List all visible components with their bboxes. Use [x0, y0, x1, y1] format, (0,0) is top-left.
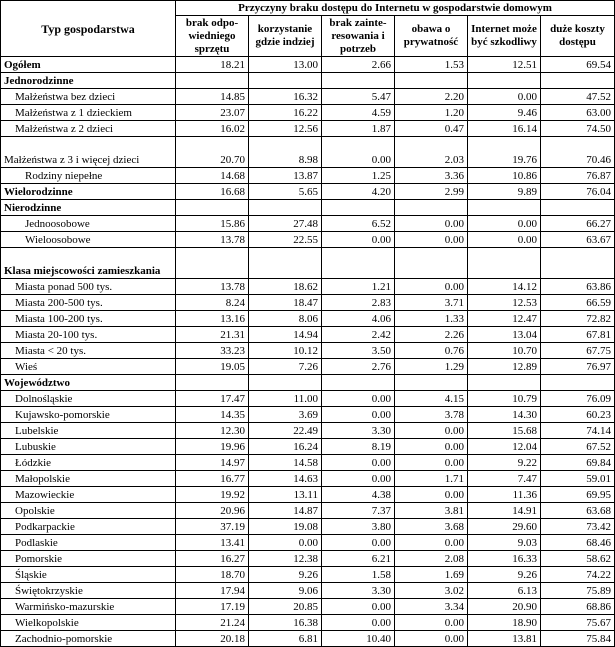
row-label: Warmińsko-mazurskie	[1, 599, 176, 615]
value-cell: 16.32	[249, 89, 322, 105]
value-cell: 9.03	[468, 535, 541, 551]
value-cell: 13.78	[176, 279, 249, 295]
value-cell: 20.18	[176, 631, 249, 647]
value-cell: 17.47	[176, 391, 249, 407]
value-cell: 21.24	[176, 615, 249, 631]
value-cell: 76.87	[541, 168, 615, 184]
value-cell: 8.06	[249, 311, 322, 327]
value-cell: 8.19	[322, 439, 395, 455]
value-cell: 18.62	[249, 279, 322, 295]
value-cell: 7.26	[249, 359, 322, 375]
value-cell: 0.00	[395, 439, 468, 455]
value-cell: 2.83	[322, 295, 395, 311]
table-row	[1, 583, 615, 599]
value-cell: 75.67	[541, 615, 615, 631]
value-cell: 16.33	[468, 551, 541, 567]
table-row	[1, 184, 615, 200]
value-cell: 21.31	[176, 327, 249, 343]
row-label: Wielorodzinne	[1, 184, 176, 200]
value-cell: 17.94	[176, 583, 249, 599]
value-cell: 19.76	[468, 137, 541, 168]
row-label: Łódzkie	[1, 455, 176, 471]
value-cell: 70.46	[541, 137, 615, 168]
row-label: Kujawsko-pomorskie	[1, 407, 176, 423]
value-cell	[249, 200, 322, 216]
row-label: Małopolskie	[1, 471, 176, 487]
value-cell	[541, 375, 615, 391]
value-cell: 13.00	[249, 57, 322, 73]
value-cell: 9.26	[249, 567, 322, 583]
row-label: Mazowieckie	[1, 487, 176, 503]
value-cell: 0.00	[468, 216, 541, 232]
value-cell: 13.78	[176, 232, 249, 248]
table-row	[1, 487, 615, 503]
table-row	[1, 57, 615, 73]
row-label: Opolskie	[1, 503, 176, 519]
value-cell	[322, 200, 395, 216]
value-cell	[249, 248, 322, 279]
value-cell: 16.22	[249, 105, 322, 121]
value-cell	[468, 73, 541, 89]
value-cell: 19.05	[176, 359, 249, 375]
value-cell	[176, 248, 249, 279]
table-row	[1, 279, 615, 295]
value-cell: 13.04	[468, 327, 541, 343]
row-label: Miasta 100-200 tys.	[1, 311, 176, 327]
value-cell: 14.12	[468, 279, 541, 295]
value-cell: 3.30	[322, 423, 395, 439]
value-cell: 0.47	[395, 121, 468, 137]
value-cell: 0.00	[322, 407, 395, 423]
table-row	[1, 359, 615, 375]
value-cell: 12.56	[249, 121, 322, 137]
row-label: Świętokrzyskie	[1, 583, 176, 599]
value-cell: 3.78	[395, 407, 468, 423]
value-cell: 6.81	[249, 631, 322, 647]
value-cell: 0.00	[322, 391, 395, 407]
value-cell	[541, 200, 615, 216]
row-label: Rodziny niepełne	[1, 168, 176, 184]
value-cell: 2.20	[395, 89, 468, 105]
value-cell: 74.22	[541, 567, 615, 583]
value-cell: 4.06	[322, 311, 395, 327]
value-cell: 3.68	[395, 519, 468, 535]
value-cell: 2.08	[395, 551, 468, 567]
value-cell: 63.67	[541, 232, 615, 248]
value-cell: 1.20	[395, 105, 468, 121]
row-label: Lubelskie	[1, 423, 176, 439]
value-cell: 18.90	[468, 615, 541, 631]
value-cell	[322, 73, 395, 89]
row-label: Klasa miejscowości zamieszkania	[1, 248, 176, 279]
value-cell: 0.00	[249, 535, 322, 551]
value-cell: 1.58	[322, 567, 395, 583]
value-cell: 4.15	[395, 391, 468, 407]
value-cell: 75.89	[541, 583, 615, 599]
table-row	[1, 567, 615, 583]
table-row	[1, 327, 615, 343]
table-row	[1, 407, 615, 423]
value-cell: 1.21	[322, 279, 395, 295]
value-cell: 14.30	[468, 407, 541, 423]
value-cell: 13.41	[176, 535, 249, 551]
value-cell: 3.69	[249, 407, 322, 423]
value-cell: 37.19	[176, 519, 249, 535]
value-cell: 19.92	[176, 487, 249, 503]
group-header: Przyczyny braku dostępu do Internetu w gospodarstwie domowym	[176, 1, 615, 16]
value-cell: 3.02	[395, 583, 468, 599]
value-cell: 17.19	[176, 599, 249, 615]
value-cell: 33.23	[176, 343, 249, 359]
value-cell: 19.08	[249, 519, 322, 535]
row-label: Jednoosobowe	[1, 216, 176, 232]
value-cell: 14.97	[176, 455, 249, 471]
value-cell: 16.68	[176, 184, 249, 200]
row-label: Ogółem	[1, 57, 176, 73]
value-cell: 3.34	[395, 599, 468, 615]
value-cell: 0.00	[322, 615, 395, 631]
value-cell: 18.70	[176, 567, 249, 583]
value-cell: 0.00	[395, 455, 468, 471]
row-label: Wielkopolskie	[1, 615, 176, 631]
row-label: Jednorodzinne	[1, 73, 176, 89]
row-label: Małżeństwa bez dzieci	[1, 89, 176, 105]
table-row	[1, 535, 615, 551]
value-cell: 16.38	[249, 615, 322, 631]
value-cell: 10.40	[322, 631, 395, 647]
value-cell: 67.81	[541, 327, 615, 343]
value-cell: 0.76	[395, 343, 468, 359]
row-label: Małżeństwa z 2 dzieci	[1, 121, 176, 137]
value-cell: 23.07	[176, 105, 249, 121]
value-cell: 20.70	[176, 137, 249, 168]
value-cell: 6.13	[468, 583, 541, 599]
value-cell: 0.00	[395, 615, 468, 631]
row-label: Miasta < 20 tys.	[1, 343, 176, 359]
value-cell: 72.82	[541, 311, 615, 327]
value-cell: 1.71	[395, 471, 468, 487]
value-cell: 1.69	[395, 567, 468, 583]
table-row	[1, 519, 615, 535]
value-cell	[176, 375, 249, 391]
table-row	[1, 89, 615, 105]
value-cell: 0.00	[395, 423, 468, 439]
value-cell	[249, 73, 322, 89]
column-header: brak zainte-resowania i potrzeb	[322, 16, 395, 57]
table-row	[1, 73, 615, 89]
value-cell: 11.36	[468, 487, 541, 503]
value-cell: 69.54	[541, 57, 615, 73]
row-label: Dolnośląskie	[1, 391, 176, 407]
value-cell: 0.00	[322, 232, 395, 248]
value-cell: 18.47	[249, 295, 322, 311]
table-row	[1, 105, 615, 121]
row-label: Miasta 200-500 tys.	[1, 295, 176, 311]
value-cell	[395, 248, 468, 279]
value-cell: 22.55	[249, 232, 322, 248]
value-cell	[249, 375, 322, 391]
value-cell: 12.30	[176, 423, 249, 439]
value-cell: 20.96	[176, 503, 249, 519]
value-cell: 3.50	[322, 343, 395, 359]
row-label: Lubuskie	[1, 439, 176, 455]
value-cell: 5.47	[322, 89, 395, 105]
value-cell: 0.00	[322, 137, 395, 168]
value-cell: 14.91	[468, 503, 541, 519]
value-cell: 69.84	[541, 455, 615, 471]
table-row	[1, 599, 615, 615]
table-row	[1, 391, 615, 407]
value-cell: 66.27	[541, 216, 615, 232]
value-cell: 29.60	[468, 519, 541, 535]
value-cell: 67.75	[541, 343, 615, 359]
value-cell: 63.68	[541, 503, 615, 519]
value-cell: 11.00	[249, 391, 322, 407]
table-row	[1, 200, 615, 216]
value-cell: 9.89	[468, 184, 541, 200]
value-cell: 60.23	[541, 407, 615, 423]
value-cell: 12.51	[468, 57, 541, 73]
value-cell: 0.00	[395, 487, 468, 503]
row-label: Miasta ponad 500 tys.	[1, 279, 176, 295]
value-cell: 74.14	[541, 423, 615, 439]
value-cell: 1.29	[395, 359, 468, 375]
row-label: Miasta 20-100 tys.	[1, 327, 176, 343]
value-cell: 2.26	[395, 327, 468, 343]
value-cell	[395, 73, 468, 89]
value-cell: 9.46	[468, 105, 541, 121]
row-label: Województwo	[1, 375, 176, 391]
value-cell: 10.79	[468, 391, 541, 407]
table-row	[1, 343, 615, 359]
value-cell: 14.68	[176, 168, 249, 184]
value-cell: 0.00	[468, 232, 541, 248]
value-cell: 3.71	[395, 295, 468, 311]
value-cell	[395, 375, 468, 391]
value-cell: 16.24	[249, 439, 322, 455]
value-cell: 9.22	[468, 455, 541, 471]
value-cell: 2.99	[395, 184, 468, 200]
value-cell: 14.58	[249, 455, 322, 471]
value-cell	[176, 73, 249, 89]
value-cell: 16.77	[176, 471, 249, 487]
table-row	[1, 295, 615, 311]
table-row	[1, 311, 615, 327]
value-cell	[176, 200, 249, 216]
value-cell: 4.59	[322, 105, 395, 121]
value-cell: 47.52	[541, 89, 615, 105]
value-cell: 3.80	[322, 519, 395, 535]
value-cell: 20.85	[249, 599, 322, 615]
value-cell: 2.66	[322, 57, 395, 73]
table-row	[1, 375, 615, 391]
value-cell: 76.97	[541, 359, 615, 375]
value-cell: 8.98	[249, 137, 322, 168]
value-cell: 14.63	[249, 471, 322, 487]
value-cell: 6.52	[322, 216, 395, 232]
value-cell	[468, 375, 541, 391]
value-cell: 13.81	[468, 631, 541, 647]
row-label: Wieś	[1, 359, 176, 375]
value-cell: 76.04	[541, 184, 615, 200]
value-cell: 6.21	[322, 551, 395, 567]
value-cell: 14.87	[249, 503, 322, 519]
value-cell: 13.87	[249, 168, 322, 184]
table-row	[1, 631, 615, 647]
value-cell	[322, 375, 395, 391]
row-label: Małżeństwa z 3 i więcej dzieci	[1, 137, 176, 168]
value-cell: 68.86	[541, 599, 615, 615]
value-cell: 66.59	[541, 295, 615, 311]
row-label: Wieloosobowe	[1, 232, 176, 248]
value-cell: 20.90	[468, 599, 541, 615]
value-cell: 0.00	[395, 232, 468, 248]
value-cell: 3.81	[395, 503, 468, 519]
value-cell: 12.47	[468, 311, 541, 327]
column-header: Internet może być szkodliwy	[468, 16, 541, 57]
value-cell	[395, 200, 468, 216]
value-cell: 12.53	[468, 295, 541, 311]
type-header: Typ gospodarstwa	[1, 1, 176, 57]
value-cell	[541, 248, 615, 279]
table-row	[1, 455, 615, 471]
value-cell: 3.30	[322, 583, 395, 599]
value-cell: 0.00	[322, 535, 395, 551]
value-cell: 68.46	[541, 535, 615, 551]
table-row	[1, 121, 615, 137]
table-row	[1, 439, 615, 455]
value-cell: 59.01	[541, 471, 615, 487]
value-cell: 9.06	[249, 583, 322, 599]
table-row	[1, 216, 615, 232]
value-cell: 8.24	[176, 295, 249, 311]
table-row	[1, 423, 615, 439]
value-cell: 19.96	[176, 439, 249, 455]
column-header: obawa o prywatność	[395, 16, 468, 57]
value-cell: 3.36	[395, 168, 468, 184]
value-cell: 63.00	[541, 105, 615, 121]
value-cell	[468, 200, 541, 216]
value-cell: 0.00	[322, 455, 395, 471]
value-cell: 2.76	[322, 359, 395, 375]
row-label: Śląskie	[1, 567, 176, 583]
value-cell: 1.53	[395, 57, 468, 73]
value-cell: 12.04	[468, 439, 541, 455]
value-cell: 14.94	[249, 327, 322, 343]
value-cell: 0.00	[395, 535, 468, 551]
table-row	[1, 168, 615, 184]
value-cell: 10.70	[468, 343, 541, 359]
value-cell: 67.52	[541, 439, 615, 455]
value-cell: 12.89	[468, 359, 541, 375]
row-label: Zachodnio-pomorskie	[1, 631, 176, 647]
value-cell: 2.03	[395, 137, 468, 168]
value-cell: 16.02	[176, 121, 249, 137]
table-row	[1, 232, 615, 248]
column-header: brak odpo-wiedniego sprzętu	[176, 16, 249, 57]
value-cell: 75.84	[541, 631, 615, 647]
row-label: Podkarpackie	[1, 519, 176, 535]
table-row	[1, 503, 615, 519]
value-cell: 15.86	[176, 216, 249, 232]
value-cell: 0.00	[322, 599, 395, 615]
value-cell: 15.68	[468, 423, 541, 439]
row-label: Podlaskie	[1, 535, 176, 551]
value-cell	[322, 248, 395, 279]
value-cell: 76.09	[541, 391, 615, 407]
value-cell: 4.38	[322, 487, 395, 503]
value-cell	[541, 73, 615, 89]
value-cell: 13.16	[176, 311, 249, 327]
table-row	[1, 137, 615, 168]
value-cell: 16.14	[468, 121, 541, 137]
value-cell: 2.42	[322, 327, 395, 343]
value-cell: 7.47	[468, 471, 541, 487]
value-cell: 13.11	[249, 487, 322, 503]
value-cell: 1.25	[322, 168, 395, 184]
value-cell: 0.00	[322, 471, 395, 487]
value-cell: 69.95	[541, 487, 615, 503]
value-cell: 22.49	[249, 423, 322, 439]
value-cell: 73.42	[541, 519, 615, 535]
value-cell: 0.00	[395, 279, 468, 295]
value-cell: 0.00	[395, 631, 468, 647]
table-row	[1, 615, 615, 631]
row-label: Pomorskie	[1, 551, 176, 567]
table-body	[1, 57, 615, 647]
value-cell: 12.38	[249, 551, 322, 567]
value-cell: 4.20	[322, 184, 395, 200]
value-cell: 10.12	[249, 343, 322, 359]
column-header: duże koszty dostępu	[541, 16, 615, 57]
value-cell: 5.65	[249, 184, 322, 200]
value-cell: 27.48	[249, 216, 322, 232]
value-cell: 7.37	[322, 503, 395, 519]
value-cell: 18.21	[176, 57, 249, 73]
value-cell: 63.86	[541, 279, 615, 295]
table-row	[1, 551, 615, 567]
value-cell: 0.00	[395, 216, 468, 232]
column-header: korzystanie gdzie indziej	[249, 16, 322, 57]
row-label: Nierodzinne	[1, 200, 176, 216]
value-cell: 16.27	[176, 551, 249, 567]
value-cell: 10.86	[468, 168, 541, 184]
table-row	[1, 248, 615, 279]
value-cell: 1.33	[395, 311, 468, 327]
row-label: Małżeństwa z 1 dzieckiem	[1, 105, 176, 121]
value-cell: 74.50	[541, 121, 615, 137]
value-cell	[468, 248, 541, 279]
value-cell: 58.62	[541, 551, 615, 567]
value-cell: 1.87	[322, 121, 395, 137]
value-cell: 9.26	[468, 567, 541, 583]
value-cell: 0.00	[468, 89, 541, 105]
value-cell: 14.85	[176, 89, 249, 105]
value-cell: 14.35	[176, 407, 249, 423]
table-row	[1, 471, 615, 487]
